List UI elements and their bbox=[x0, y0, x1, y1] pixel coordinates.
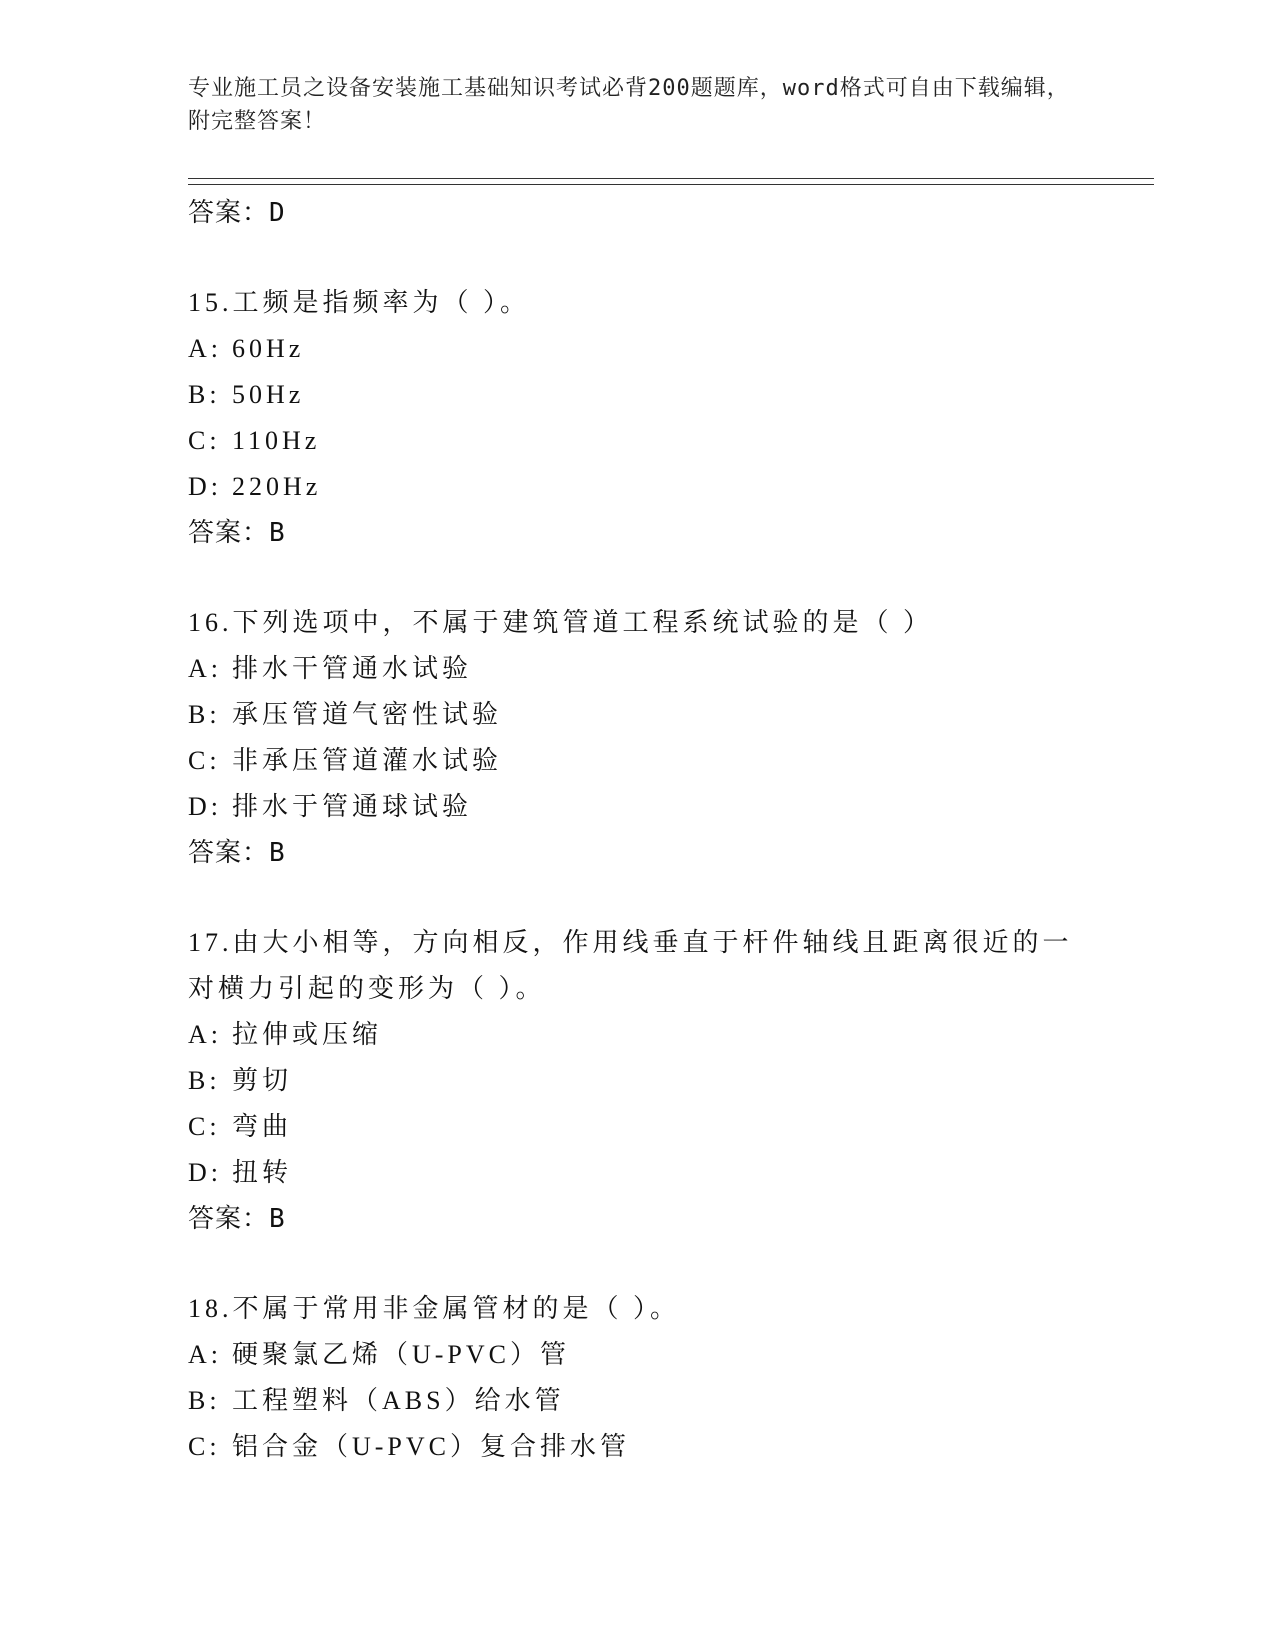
question-stem: 15.工频是指频率为（ ）。 bbox=[188, 288, 531, 317]
option-b bbox=[188, 372, 1148, 418]
question-15 bbox=[188, 280, 1148, 556]
option-text: 剪切 bbox=[232, 1066, 293, 1095]
answer-line bbox=[188, 510, 1148, 556]
option-a bbox=[188, 646, 1148, 692]
answer-prefix: 答案： bbox=[188, 838, 270, 868]
option-letter: B: bbox=[188, 1386, 221, 1415]
question-content bbox=[188, 190, 1148, 1470]
option-text: 拉伸或压缩 bbox=[232, 1020, 383, 1049]
option-letter: D: bbox=[188, 472, 222, 501]
option-a bbox=[188, 1012, 1148, 1058]
option-letter: A: bbox=[188, 334, 222, 363]
option-letter: A: bbox=[188, 1340, 222, 1369]
option-letter: C: bbox=[188, 1432, 221, 1461]
header-rule-bottom bbox=[188, 184, 1154, 185]
option-b bbox=[188, 1378, 1148, 1424]
answer-line bbox=[188, 830, 1148, 876]
answer-prefix: 答案： bbox=[188, 1204, 270, 1234]
question-18 bbox=[188, 1286, 1148, 1470]
option-text: 承压管道气密性试验 bbox=[232, 700, 503, 729]
answer-line bbox=[188, 190, 1148, 236]
option-text: 扭转 bbox=[232, 1158, 293, 1187]
question-16 bbox=[188, 600, 1148, 876]
answer-value: B bbox=[269, 1204, 286, 1234]
option-d bbox=[188, 464, 1148, 510]
option-text: 弯曲 bbox=[232, 1112, 293, 1141]
option-letter: D: bbox=[188, 1158, 222, 1187]
option-letter: B: bbox=[188, 380, 221, 409]
answer-line bbox=[188, 1196, 1148, 1242]
option-d bbox=[188, 1150, 1148, 1196]
question-stem: 16.下列选项中，不属于建筑管道工程系统试验的是（ ） bbox=[188, 608, 934, 637]
option-text: 排水干管通水试验 bbox=[232, 654, 473, 683]
answer-value: D bbox=[269, 198, 286, 228]
option-a bbox=[188, 1332, 1148, 1378]
option-c bbox=[188, 1104, 1148, 1150]
option-b bbox=[188, 1058, 1148, 1104]
option-letter: D: bbox=[188, 792, 222, 821]
question-17 bbox=[188, 920, 1148, 1242]
answer-prefix: 答案： bbox=[188, 518, 270, 548]
option-a bbox=[188, 326, 1148, 372]
option-letter: B: bbox=[188, 1066, 221, 1095]
option-c bbox=[188, 1424, 1148, 1470]
option-letter: C: bbox=[188, 426, 221, 455]
option-text: 50Hz bbox=[232, 380, 305, 409]
option-text: 工程塑料（ABS）给水管 bbox=[232, 1386, 565, 1415]
option-letter: C: bbox=[188, 1112, 221, 1141]
option-text: 60Hz bbox=[232, 334, 305, 363]
option-text: 排水于管通球试验 bbox=[232, 792, 473, 821]
option-b bbox=[188, 692, 1148, 738]
question-stem: 18.不属于常用非金属管材的是（ ）。 bbox=[188, 1294, 681, 1323]
option-letter: A: bbox=[188, 654, 222, 683]
option-letter: A: bbox=[188, 1020, 222, 1049]
answer-value: B bbox=[269, 838, 286, 868]
option-letter: C: bbox=[188, 746, 221, 775]
option-c bbox=[188, 738, 1148, 784]
document-header: 专业施工员之设备安装施工基础知识考试必背200题题库，word格式可自由下载编辑，附完整答案！ bbox=[188, 76, 1070, 134]
option-c bbox=[188, 418, 1148, 464]
option-text: 硬聚氯乙烯（U-PVC）管 bbox=[232, 1340, 571, 1369]
answer-value: B bbox=[269, 518, 286, 548]
option-text: 铝合金（U-PVC）复合排水管 bbox=[232, 1432, 631, 1461]
option-text: 110Hz bbox=[232, 426, 321, 455]
option-d bbox=[188, 784, 1148, 830]
option-text: 220Hz bbox=[232, 472, 322, 501]
option-text: 非承压管道灌水试验 bbox=[232, 746, 503, 775]
header-rule-top bbox=[188, 178, 1154, 179]
answer-prefix: 答案： bbox=[188, 198, 270, 228]
question-stem: 17.由大小相等，方向相反，作用线垂直于杆件轴线且距离很近的一对横力引起的变形为（ ）。 bbox=[188, 928, 1073, 1003]
option-letter: B: bbox=[188, 700, 221, 729]
